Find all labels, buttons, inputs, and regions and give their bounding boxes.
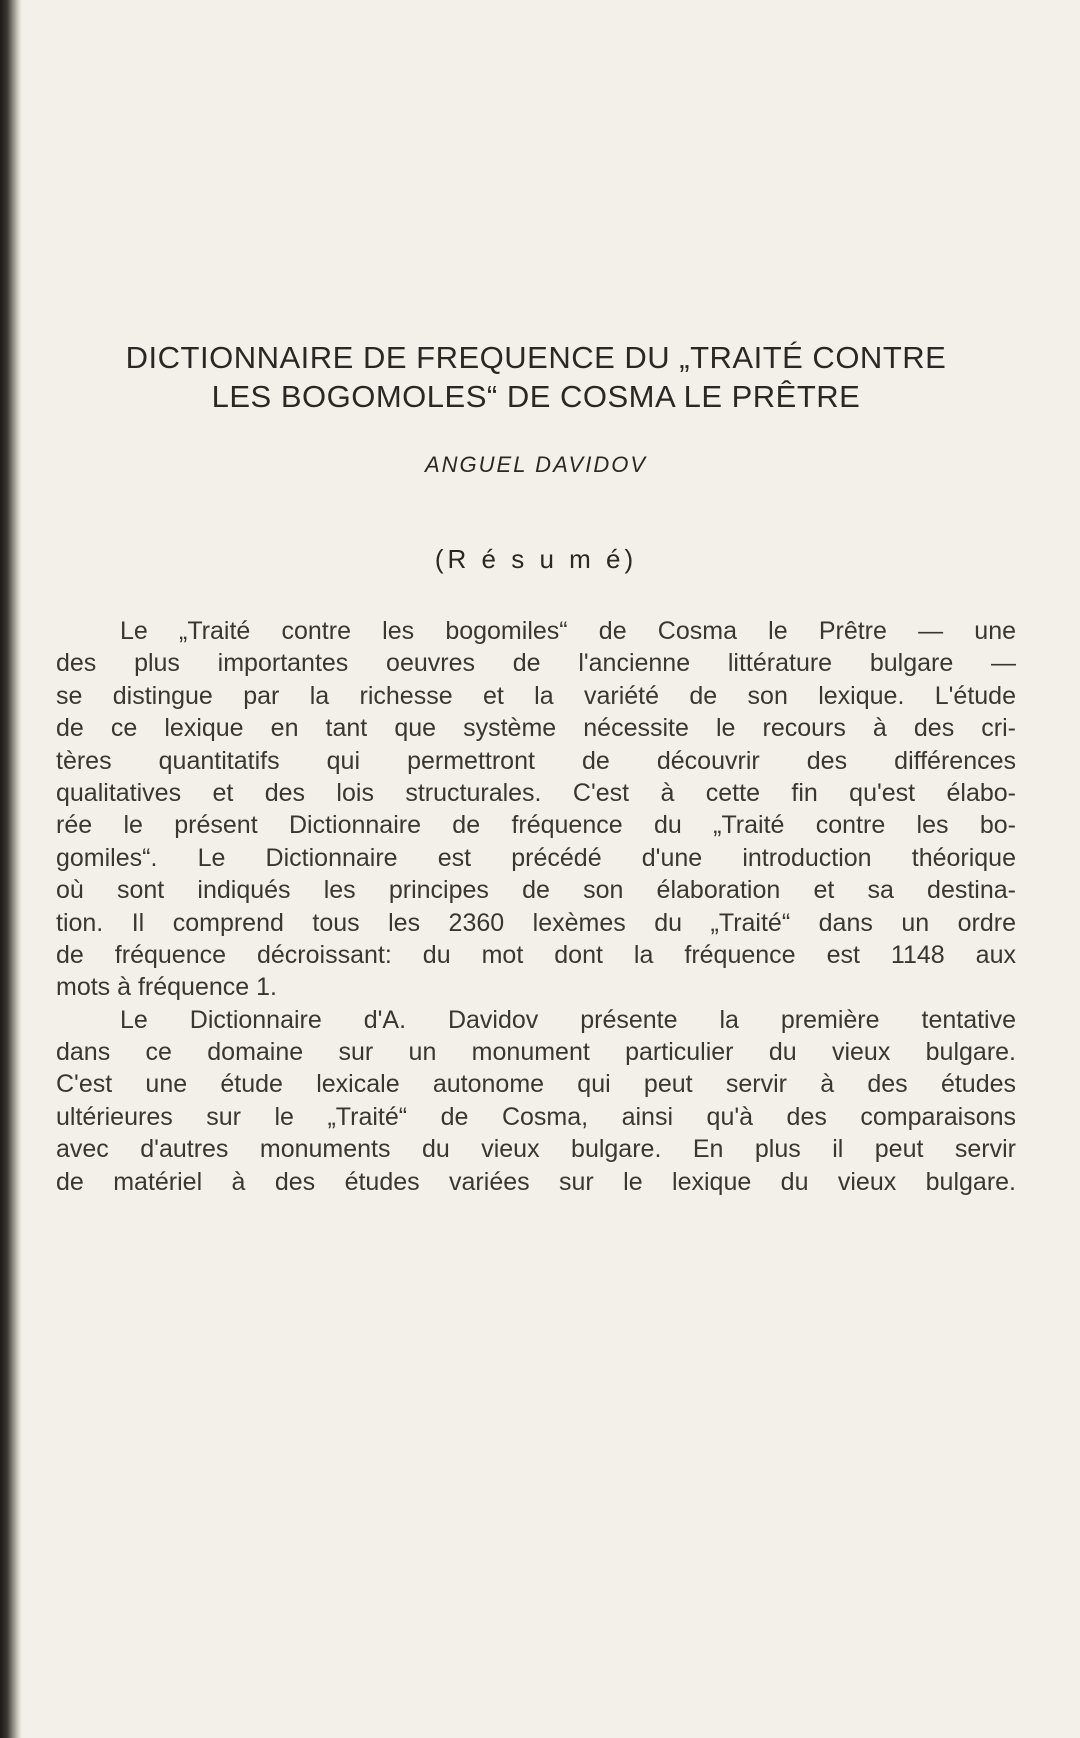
text-line: tères quantitatifs qui permettront de découvrir des différences bbox=[56, 746, 1016, 775]
article-title bbox=[56, 338, 1016, 416]
text-line: Le Dictionnaire d'A. Davidov présente la première tentative bbox=[120, 1005, 1016, 1034]
title-line-2: LES BOGOMOLES“ DE COSMA LE PRÊTRE bbox=[211, 379, 861, 414]
document-page bbox=[56, 0, 1016, 1738]
text-line: tion. Il comprend tous les 2360 lexèmes du „Traité“ dans un ordre bbox=[56, 908, 1016, 937]
text-line: Le „Traité contre les bogomiles“ de Cosma le Prêtre — une bbox=[120, 617, 1016, 645]
text-line: des plus importantes oeuvres de l'ancienne littérature bulgare — bbox=[56, 649, 1016, 678]
text-line: se distingue par la richesse et la variété de son lexique. L'étude bbox=[56, 681, 1016, 710]
text-line: qualitatives et des lois structurales. C'est à cette fin qu'est élabo- bbox=[56, 778, 1016, 807]
text-line: avec d'autres monuments du vieux bulgare. En plus il peut servir bbox=[56, 1135, 1016, 1164]
text-line: gomiles“. Le Dictionnaire est précédé d'une introduction théorique bbox=[56, 843, 1016, 872]
text-line: de matériel à des études variées sur le lexique du vieux bulgare. bbox=[56, 1167, 1016, 1196]
paragraph-2 bbox=[56, 1004, 1016, 1198]
text-line: dans ce domaine sur un monument particulier du vieux bulgare. bbox=[56, 1038, 1016, 1067]
text-line: de fréquence décroissant: du mot dont la fréquence est 1148 aux bbox=[56, 940, 1016, 969]
paragraph-1 bbox=[56, 615, 1016, 1004]
title-line-1: DICTIONNAIRE DE FREQUENCE DU „TRAITÉ CONTRE bbox=[125, 340, 947, 375]
text-line: ultérieures sur le „Traité“ de Cosma, ainsi qu'à des comparaisons bbox=[56, 1102, 1016, 1131]
text-line: rée le présent Dictionnaire de fréquence du „Traité contre les bo- bbox=[56, 811, 1016, 840]
text-line: de ce lexique en tant que système nécessite le recours à des cri- bbox=[56, 714, 1016, 743]
book-binding-edge bbox=[0, 0, 22, 1738]
text-line: C'est une étude lexicale autonome qui peut servir à des études bbox=[56, 1070, 1016, 1099]
text-line: mots à fréquence 1. bbox=[56, 973, 277, 1002]
article-body bbox=[56, 615, 1016, 1198]
author-name: ANGUEL DAVIDOV bbox=[425, 452, 647, 477]
text-line: où sont indiqués les principes de son élaboration et sa destina- bbox=[56, 876, 1016, 905]
section-subtitle: (R é s u m é) bbox=[434, 544, 638, 574]
